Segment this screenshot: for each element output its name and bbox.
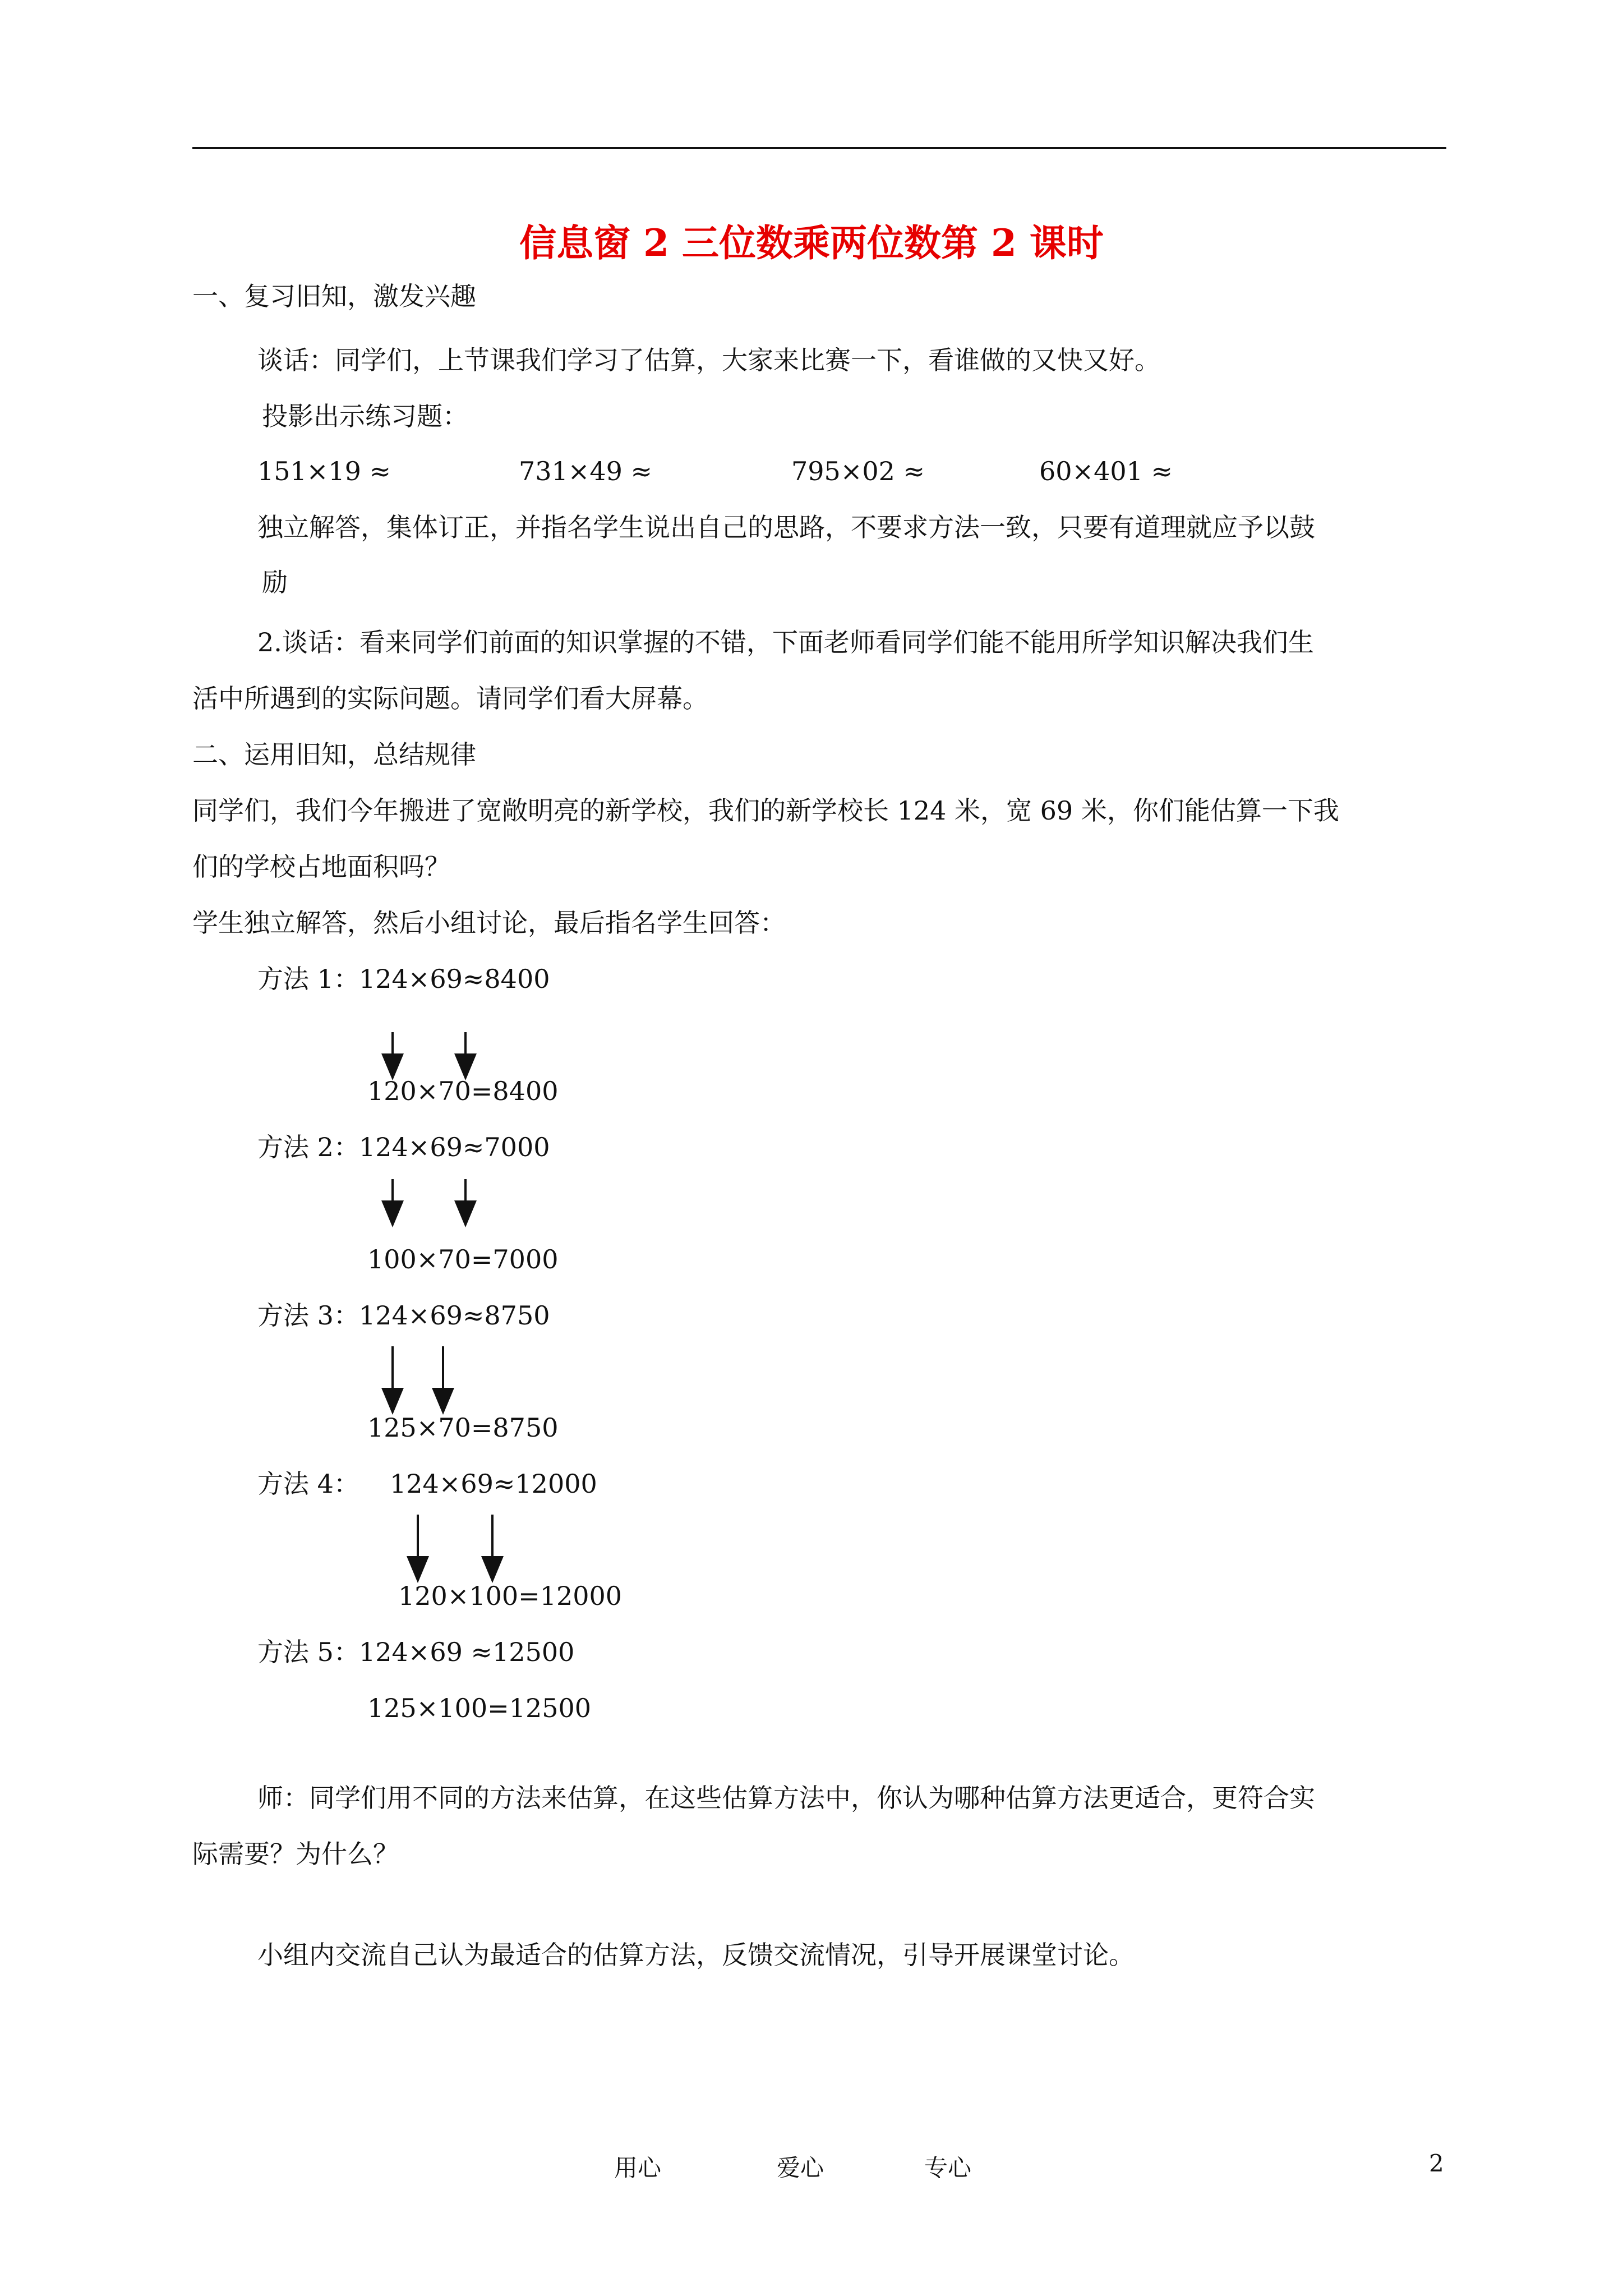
down-arrow-icon [381, 1032, 404, 1080]
method-2-label: 方法 2： [257, 1132, 359, 1162]
method-3-result: 125×70=8750 [367, 1412, 559, 1443]
problem-line-1: 同学们，我们今年搬进了宽敞明亮的新学校，我们的新学校长 124 米，宽 69 米，你们能估算一下我 [192, 795, 1339, 826]
header-rule [192, 147, 1446, 149]
method-5-estimate: 124×69 ≈12500 [359, 1637, 575, 1667]
footer-word-3: 专心 [924, 2154, 972, 2182]
instruction-line: 学生独立解答，然后小组讨论，最后指名学生回答： [192, 908, 786, 938]
talk-paragraph: 谈话：同学们，上节课我们学习了估算，大家来比赛一下，看谁做的又快又好。 [257, 345, 1160, 375]
page-number: 2 [1429, 2150, 1444, 2177]
down-arrow-icon [481, 1515, 504, 1583]
down-arrow-icon [381, 1346, 404, 1415]
down-arrow-icon [454, 1032, 477, 1080]
exercise-3: 795×02 ≈ [791, 456, 925, 486]
section2-heading: 二、运用旧知，总结规律 [192, 739, 476, 770]
talk2-line-2: 活中所遇到的实际问题。请同学们看大屏幕。 [192, 683, 708, 714]
exercise-2: 731×49 ≈ [519, 456, 653, 486]
section1-heading: 一、复习旧知，激发兴趣 [192, 281, 476, 311]
method-3-estimate: 124×69≈8750 [359, 1300, 550, 1331]
method-4-result: 120×100=12000 [398, 1581, 623, 1611]
method-4-label: 方法 4： [257, 1469, 359, 1499]
teacher-line-2: 际需要？为什么？ [192, 1839, 399, 1869]
footer-word-2: 爱心 [777, 2154, 824, 2182]
method-2-result: 100×70=7000 [367, 1244, 559, 1274]
solve-line-1: 独立解答，集体订正，并指名学生说出自己的思路，不要求方法一致，只要有道理就应予以鼓 [257, 512, 1315, 542]
down-arrow-icon [454, 1179, 477, 1227]
method-1-label: 方法 1： [257, 964, 359, 994]
down-arrow-icon [407, 1515, 429, 1583]
footer-word-1: 用心 [614, 2154, 662, 2182]
down-arrow-icon [432, 1346, 454, 1415]
talk2-line-1: 2.谈话：看来同学们前面的知识掌握的不错，下面老师看同学们能不能用所学知识解决我们生 [257, 627, 1314, 657]
group-paragraph: 小组内交流自己认为最适合的估算方法，反馈交流情况，引导开展课堂讨论。 [257, 1940, 1135, 1970]
method-1-result: 120×70=8400 [367, 1076, 559, 1106]
problem-line-2: 们的学校占地面积吗？ [192, 852, 450, 882]
teacher-line-1: 师：同学们用不同的方法来估算，在这些估算方法中，你认为哪种估算方法更适合，更符合实 [257, 1783, 1315, 1813]
method-1-estimate: 124×69≈8400 [359, 964, 550, 994]
method-5-label: 方法 5： [257, 1637, 359, 1667]
exercise-1: 151×19 ≈ [257, 456, 391, 486]
method-3-label: 方法 3： [257, 1300, 359, 1331]
method-4-estimate: 124×69≈12000 [390, 1469, 597, 1499]
projection-line: 投影出示练习题： [262, 401, 468, 431]
solve-line-2: 励 [262, 567, 288, 597]
method-5-result: 125×100=12500 [367, 1693, 592, 1723]
exercise-4: 60×401 ≈ [1039, 456, 1173, 486]
page-title: 信息窗 2 三位数乘两位数第 2 课时 [519, 221, 1104, 265]
down-arrow-icon [381, 1179, 404, 1227]
method-2-estimate: 124×69≈7000 [359, 1132, 550, 1162]
